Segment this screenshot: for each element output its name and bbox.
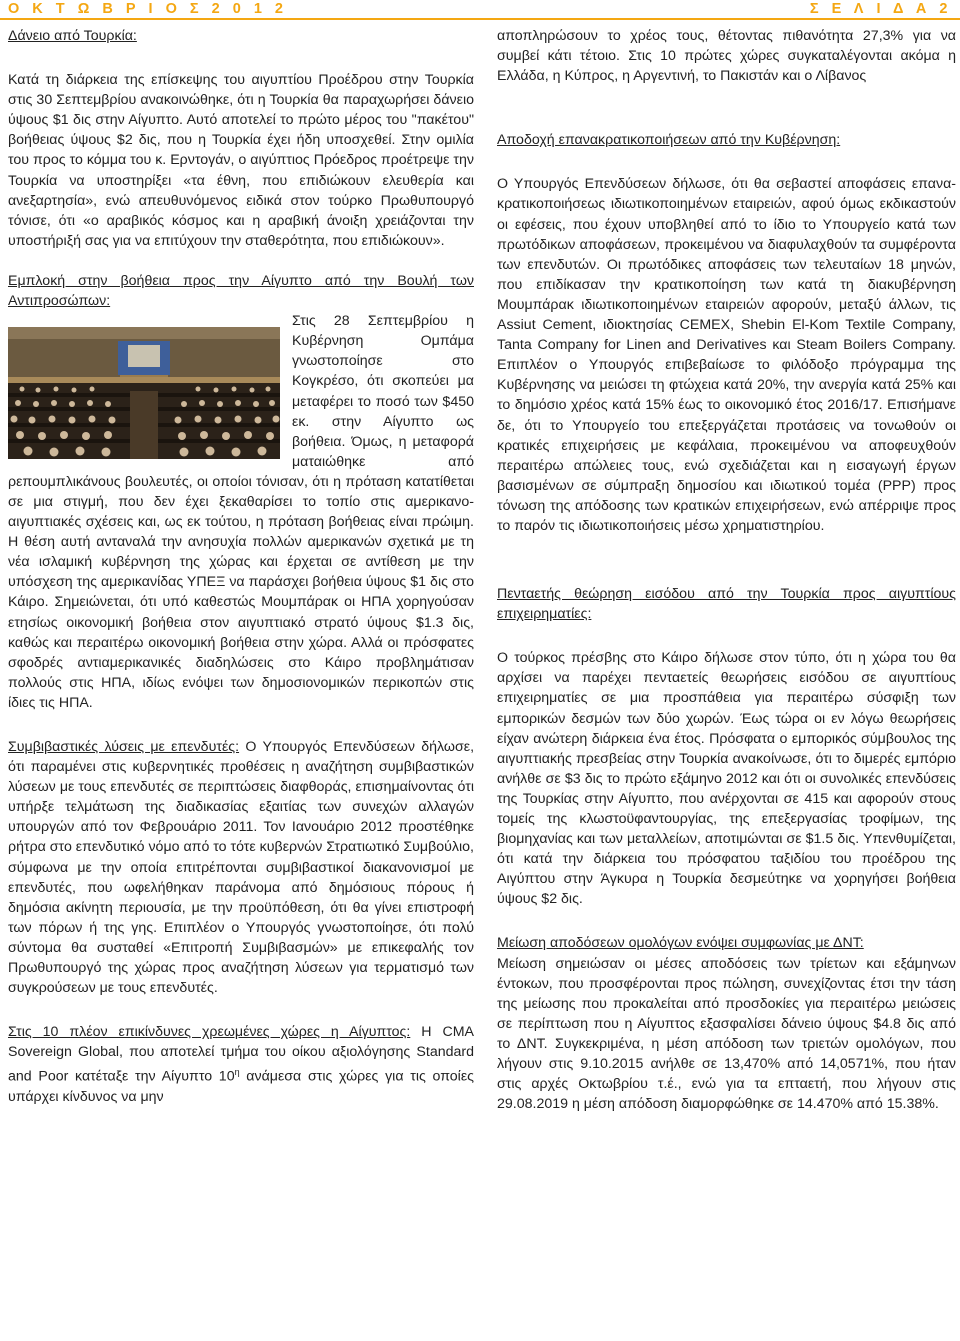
section-body-renationalization: Ο Υπουργός Επενδύσεων δήλωσε, ότι θα σεβαστεί αποφάσεις επανα-κρατικοποιήσεως ιδιωτικοποιημένων εταιρειών, αφού όμως εκδικαστούν οι εφέσεις, που έχουν υποβληθεί από το ίδιο το Υπουργείο κατά των πρωτόδικων αποφάσεων, προκειμένου να διαφυλαχθούν τα συμφέροντα των επενδυτών. Οι πρωτόδικες αποφάσεις των τελευταίων 18 μηνών, που επιδίκασαν την κρατικοποίηση των κατά τη διακυβέρνηση Μουμπάρακ ιδιωτικοποιημένων εταιρειών αφορούν, μεταξύ άλλων, τις Assiut Cement, ιδιοκτησίας CEMEX, Shebin El-Kom Textile Company, Tanta Company for Linen and Derivatives και Steam Boilers Company. Επιπλέον ο Υπουργός επιβεβαίωσε το φιλόδοξο πρόγραμμα της Κυβέρνησης να μειώσει τη φτώχεια κατά 20%, την ανεργία κατά 25% και το δημόσιο χρέος κατά 15% έως το οικονομικό έτος 2016/17. Επισήμανε δε, ότι το Υπουργείο του επεξεργάζεται προτάσεις να τονωθούν οι κρατικές επιχειρήσεις με κεφάλαια, προκειμένου να αποφευχθούν περαιτέρω απώλειες τους, ενώ σχεδιάζεται και η εισαγωγή έργων βασισμένων σε σύμπραξη δημοσίου και ιδιωτικού τομέα (PPP) προς τόνωση της απόδοσης των κρατικών επιχειρήσεων, ενώ απέρριψε προς το παρόν τις ιδιωτικοποιήσεις μέσω χρηματιστηρίου. [497, 176, 956, 534]
section-body-indebted-countries-b: ανάμεσα στις χώρες για τις οποίες υπάρχει κίνδυνος να μην [8, 1069, 474, 1106]
header-month: Ο Κ Τ Ω Β Ρ Ι Ο Σ 2 0 1 2 [8, 1, 288, 17]
section-us-aid [8, 311, 474, 713]
section-body-us-aid-blocked: Στις 28 Σεπτεμβρίου η Κυβέρνηση Ομπάμα γνωστοποίησε στο Κογκρέσο, ότι σκοπεύει μα μεταφέρει το ποσό των $450 εκ. στην Αίγυπτο ως βοήθεια. Όμως, η μεταφορά ματαιώθηκε από ρεπουμπλικάνους βουλευτές, οι οποίοι τόνισαν, ότι η πρόταση κατατίθεται σε μια στιγμή, που δεν έχει ξεκαθαρίσει το τοπίο στις αμερικανο-αιγυπτιακές σχέσεις και, ως εκ τούτου, η πρόταση βοήθειας είναι πρώιμη. Η θέση αυτή ανταναλά την ανησυχία πολλών αμερικανών σχετικά με τη νέα ισλαμική κυβέρνηση της χώρας και έρχεται σε αντίθεση με την υπόσχεση της αμερικανίδας ΥΠΕΞ να παράσχει βοήθεια ύψους $1 δις στο Κάιρο. Σημειώνεται, ότι υπό καθεστώς Μουμπάρακ οι ΗΠΑ χορηγούσαν ετησίως οικονομική βοήθεια στον αιγυπτιακό στρατό ύψους $1.3 δις, καθώς και περαιτέρω οικονομική βοήθεια στην χώρα. Αλλά οι πρόσφατες σφοδρές αντιαμερικανικές διαδηλώσεις στο Κάιρο προβλημάτισαν πολλούς στις ΗΠΑ, ιδίως ενόψει των δημοσιονομικών περικοπών στις ίδιες τις ΗΠΑ. [8, 313, 474, 711]
ordinal-superscript: η [234, 1067, 240, 1078]
header-page-number: Σ Ε Λ Ι Δ Α 2 [809, 1, 952, 17]
section-title-bond-yields: Μείωση αποδόσεων ομολόγων ενόψει συμφωνίας με ΔΝΤ: [497, 935, 864, 952]
right-column [497, 26, 956, 1114]
section-body-turkey-loan: Κατά τη διάρκεια της επίσκεψης του αιγυπτίου Προέδρου στην Τουρκία στις 30 Σεπτεμβρίου ανακοινώθηκε, ότι η Τουρκία θα παραχωρήσει δάνειο ύψους $1 δις στην Αίγυπτο. Αυτό αποτελεί το πρώτο μέρος του "πακέτου" βοήθειας ύψους $2 δις, που η Τουρκία έχει ήδη υποσχεθεί. Στην ομιλία του προς το κόμμα του κ. Ερντογάν, ο αιγύπτιος Πρόεδρος προέτρεψε την Τουρκία να υποστηρίξει «τα έθνη, που επιδιώκουν ελευθερία και ανεξαρτησία», ενώ απευθυνόμενος ειδικά στον τούρκο Πρωθυπουργό τόνισε, ότι «ο αραβικός κόσμος και η αραβική άνοιξη χρειάζονται την υποστήριξή σας για να επιτύχουν την σταθερότητα, που επιδιώκουν». [8, 72, 474, 249]
section-title-indebted-countries: Στις 10 πλέον επικίνδυνες χρεωμένες χώρες η Αίγυπτος: [8, 1024, 411, 1041]
section-title-turkey-loan: Δάνειο από Τουρκία: [8, 28, 137, 44]
congress-photo [8, 327, 280, 459]
section-title-renationalization: Αποδοχή επανακρατικοποιήσεων από την Κυβέρνηση: [497, 132, 841, 149]
section-body-bond-yields: Μείωση σημειώσαν οι μέσες αποδόσεις των τρίετων και εξάμηνων έντοκων, που προσφέρονται προς πώληση, συνεχίζοντας έτσι την τάση της μείωσης που προκαλείται από προσδοκίες για περαιτέρω μειώσεις σε περίπτωση που η Αίγυπτος εξασφαλίσει δάνειο ύψους $4.8 δις από το ΔΝΤ. Συγκεκριμένα, η μέση απόδοση των τριετών ομολόγων, που λήγουν στις 9.10.2015 ανήλθε σε 13,470% από 14,0571%, που ήταν στις αρχές Οκτωβρίου τ.έ., ενώ για τα επταετή, που λήγουν στις 29.08.2019 η μέση απόδοση διαμορφώθηκε σε 14.470% από 15.38%. [497, 955, 956, 1113]
left-column [8, 26, 474, 1107]
section-investors-settlements [8, 737, 474, 998]
section-title-turkey-visa: Πενταετής θεώρηση εισόδου από την Τουρκία προς αιγυπτίους επιχειρηματίες: [497, 586, 956, 623]
congress-chamber-image [8, 327, 280, 459]
section-title-us-aid-blocked: Εμπλοκή στην βοήθεια προς την Αίγυπτο από την Βουλή των Αντιπροσώπων: [8, 272, 474, 310]
section-title-investors-settlements: Συμβιβαστικές λύσεις με επενδυτές: [8, 739, 240, 755]
section-body-turkey-visa: Ο τούρκος πρέσβης στο Κάιρο δήλωσε στον τύπο, ότι η χώρα του θα αρχίσει να παρέχει πενταετείς θεωρήσεις εισόδου σε αιγυπτίους επιχειρηματίες σε μια προσπάθεια για περαιτέρω σύσφιξη των εμπορικών δεσμών των δύο χωρών. Έως τώρα οι εν λόγω θεωρήσεις είχαν ανώτερη διάρκεια ένα έτος. Πρόσφατα ο εμπορικός σύμβουλος της αιγυπτιακής πρεσβείας στην Τουρκία ανακοίνωσε, ότι το διμερές εμπόριο ανήλθε σε $3 δις το πρώτο εξάμηνο 2012 και ότι οι συνολικές επενδύσεις της Τουρκίας στην Αίγυπτο, που ανέρχονται σε 415 και αφορούν στους τομείς της κλωστοϋφαντουργίας, της επεξεργασίας τροφίμων, της βιομηχανίας και των μεταλλείων, αποτιμώνται σε $1.5 δις. Υπενθυμίζεται, ότι κατά την διάρκεια του πρόσφατου ταξιδίου του προέδρου της Αιγύπτου στην Άγκυρα η Τουρκία δεσμεύτηκε να χορηγήσει βοήθεια ύψους $2 δις. [497, 650, 956, 908]
continued-body-indebted-countries: αποπληρώσουν το χρέος τους, θέτοντας πιθανότητα 27,3% για να συμβεί κάτι τέτοιο. Στις 10 πρώτες χώρες συγκαταλέγονται ακόμα η Ελλάδα, η Κύπρος, η Αργεντινή, το Πακιστάν και ο Λίβανος [497, 28, 956, 85]
section-indebted-countries [8, 1022, 474, 1107]
section-body-investors-settlements: Ο Υπουργός Επενδύσεων δήλωσε, ότι παραμένει στις κυβερνητικές προθέσεις η αναζήτηση συμβιβαστικών λύσεων με τους επενδυτές σε περιπτώσεις διαφθοράς, επισημαίνοντας ότι υπήρξε τελμάτωση της διαδικασίας εξαιτίας των συνεχών αλλαγών υπουργών από τον Φεβρουάριο 2011. Τον Ιανουάριο 2012 προστέθηκε ρήτρα στο επενδυτικό νόμο από το τότε κυβερνών Στρατιωτικό Συμβούλιο, σύμφωνα με την οποία επιτρέπονται συμβιβαστικοί διακανονισμοί με επενδυτές, που ωφελήθηκαν παράνομα από δημόσιους πόρους ή δημόσια ακίνητη περιουσία, με την προϋπόθεση, ότι θα γίνει επιστροφή των πόρων ή της γης. Επιπλέον ο Υπουργός γνωστοποίησε, ότι πολύ σύντομα θα συσταθεί «Επιτροπή Συμβιβασμών» με επικεφαλής τον Πρωθυπουργό της χώρας προς αναζήτηση λύσεων για τερματισμό των συγκρούσεων με τους επενδυτές. [8, 739, 475, 997]
section-body-indebted-countries-a: Η CMA Sovereign Global, που αποτελεί τμήμα του οίκου αξιολόγησης Standard and Poor κατέταξε την Αίγυπτο 10 [8, 1024, 474, 1086]
header-rule [0, 18, 960, 20]
